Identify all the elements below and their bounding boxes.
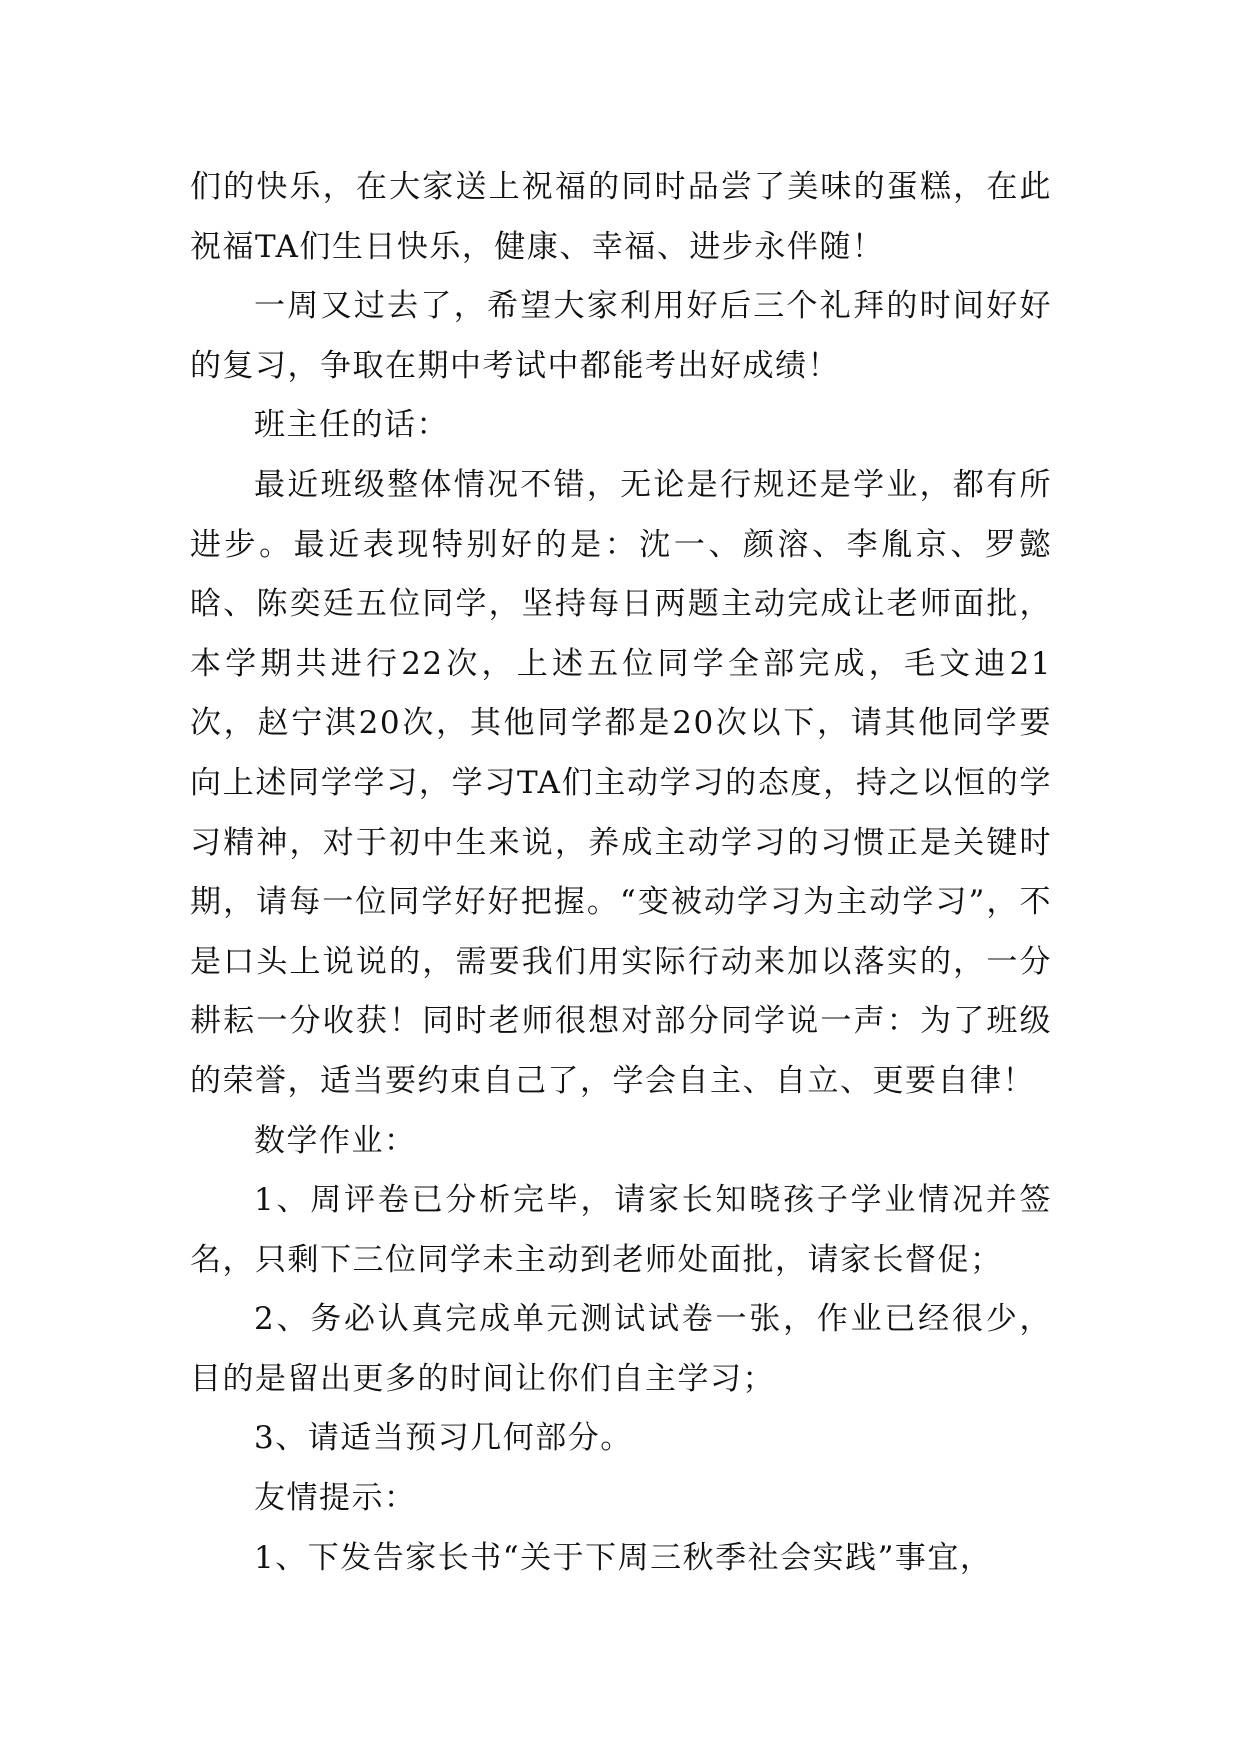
- list-item-math-3: 3、请适当预习几何部分。: [254, 1420, 633, 1457]
- document-body: [190, 158, 1052, 1588]
- paragraph-week-review: 一周又过去了，希望大家利用好后三个礼拜的时间好好的复习，争取在期中考试中都能考出好成绩！: [190, 288, 1052, 384]
- paragraph-teacher-words: 最近班级整体情况不错，无论是行规还是学业，都有所进步。最近表现特别好的是：沈一、颜溶、李胤京、罗懿晗、陈奕廷五位同学，坚持每日两题主动完成让老师面批，本学期共进行22次，上述五位同学全部完成，毛文迪21次，赵宁淇20次，其他同学都是20次以下，请其他同学要向上述同学学习，学习TA们主动学习的态度，持之以恒的学习精神，对于初中生来说，养成主动学习的习惯正是关键时期，请每一位同学好好把握。“变被动学习为主动学习”，不是口头上说说的，需要我们用实际行动来加以落实的，一分耕耘一分收获！同时老师很想对部分同学说一声：为了班级的荣誉，适当要约束自己了，学会自主、自立、更要自律！: [190, 466, 1052, 1099]
- paragraph-birthday-continued: 们的快乐，在大家送上祝福的同时品尝了美味的蛋糕，在此祝福TA们生日快乐，健康、幸福、进步永伴随！: [190, 169, 1052, 265]
- heading-math-homework: 数学作业：: [254, 1122, 417, 1159]
- list-item-reminder-1: 1、下发告家长书“关于下周三秋季社会实践”事宜，: [254, 1539, 993, 1576]
- heading-teacher-words: 班主任的话：: [254, 407, 449, 444]
- heading-friendly-reminder: 友情提示：: [254, 1480, 417, 1517]
- list-item-math-1: 1、周评卷已分析完毕，请家长知晓孩子学业情况并签名，只剩下三位同学未主动到老师处面批，请家长督促；: [190, 1182, 1052, 1278]
- list-item-math-2: 2、务必认真完成单元测试试卷一张，作业已经很少，目的是留出更多的时间让你们自主学习；: [190, 1301, 1052, 1397]
